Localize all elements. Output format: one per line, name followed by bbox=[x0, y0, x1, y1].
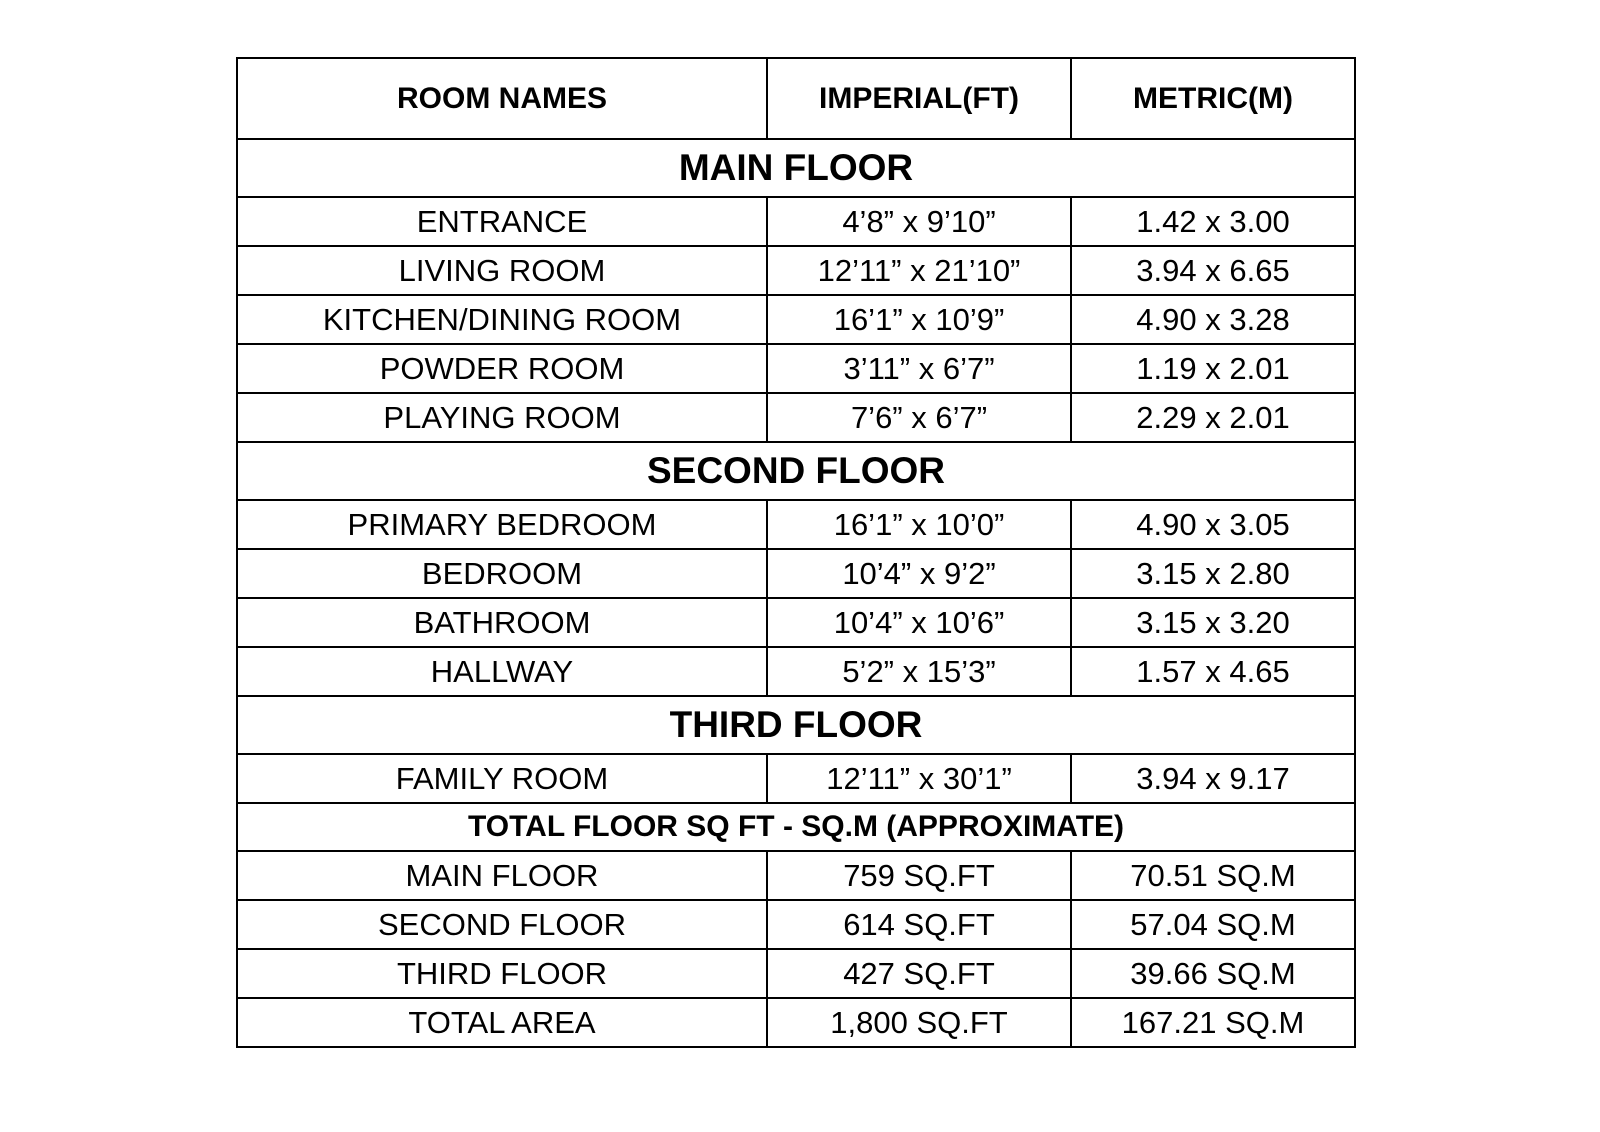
table-row bbox=[237, 197, 1355, 246]
room-dimensions-table bbox=[236, 57, 1356, 1048]
header-metric: METRIC(M) bbox=[1071, 58, 1355, 139]
table-row bbox=[237, 246, 1355, 295]
metric-cell: 1.19 x 2.01 bbox=[1071, 344, 1355, 393]
metric-cell: 3.94 x 6.65 bbox=[1071, 246, 1355, 295]
table-row bbox=[237, 851, 1355, 900]
table-row bbox=[237, 998, 1355, 1047]
table-row bbox=[237, 393, 1355, 442]
imperial-cell: 1,800 SQ.FT bbox=[767, 998, 1071, 1047]
imperial-cell: 3’11” x 6’7” bbox=[767, 344, 1071, 393]
metric-cell: 39.66 SQ.M bbox=[1071, 949, 1355, 998]
header-imperial: IMPERIAL(FT) bbox=[767, 58, 1071, 139]
imperial-cell: 4’8” x 9’10” bbox=[767, 197, 1071, 246]
table-row bbox=[237, 754, 1355, 803]
table-row bbox=[237, 500, 1355, 549]
metric-cell: 4.90 x 3.05 bbox=[1071, 500, 1355, 549]
table-row bbox=[237, 647, 1355, 696]
section-second-floor bbox=[237, 442, 1355, 500]
imperial-cell: 16’1” x 10’9” bbox=[767, 295, 1071, 344]
metric-cell: 70.51 SQ.M bbox=[1071, 851, 1355, 900]
room-name-cell: ENTRANCE bbox=[237, 197, 767, 246]
section-title: SECOND FLOOR bbox=[237, 442, 1355, 500]
metric-cell: 167.21 SQ.M bbox=[1071, 998, 1355, 1047]
header-room-names: ROOM NAMES bbox=[237, 58, 767, 139]
imperial-cell: 10’4” x 9’2” bbox=[767, 549, 1071, 598]
section-third-floor bbox=[237, 696, 1355, 754]
room-name-cell: SECOND FLOOR bbox=[237, 900, 767, 949]
metric-cell: 3.94 x 9.17 bbox=[1071, 754, 1355, 803]
metric-cell: 3.15 x 2.80 bbox=[1071, 549, 1355, 598]
table-row bbox=[237, 900, 1355, 949]
section-totals bbox=[237, 803, 1355, 851]
metric-cell: 57.04 SQ.M bbox=[1071, 900, 1355, 949]
imperial-cell: 12’11” x 30’1” bbox=[767, 754, 1071, 803]
room-name-cell: POWDER ROOM bbox=[237, 344, 767, 393]
table-row bbox=[237, 344, 1355, 393]
section-title: THIRD FLOOR bbox=[237, 696, 1355, 754]
imperial-cell: 7’6” x 6’7” bbox=[767, 393, 1071, 442]
imperial-cell: 10’4” x 10’6” bbox=[767, 598, 1071, 647]
imperial-cell: 614 SQ.FT bbox=[767, 900, 1071, 949]
room-name-cell: PRIMARY BEDROOM bbox=[237, 500, 767, 549]
metric-cell: 1.42 x 3.00 bbox=[1071, 197, 1355, 246]
room-name-cell: TOTAL AREA bbox=[237, 998, 767, 1047]
table-row bbox=[237, 549, 1355, 598]
room-name-cell: BATHROOM bbox=[237, 598, 767, 647]
imperial-cell: 5’2” x 15’3” bbox=[767, 647, 1071, 696]
imperial-cell: 759 SQ.FT bbox=[767, 851, 1071, 900]
metric-cell: 2.29 x 2.01 bbox=[1071, 393, 1355, 442]
imperial-cell: 16’1” x 10’0” bbox=[767, 500, 1071, 549]
metric-cell: 3.15 x 3.20 bbox=[1071, 598, 1355, 647]
room-name-cell: THIRD FLOOR bbox=[237, 949, 767, 998]
table-row bbox=[237, 949, 1355, 998]
room-name-cell: HALLWAY bbox=[237, 647, 767, 696]
room-name-cell: LIVING ROOM bbox=[237, 246, 767, 295]
room-name-cell: KITCHEN/DINING ROOM bbox=[237, 295, 767, 344]
table-header-row bbox=[237, 58, 1355, 139]
room-name-cell: MAIN FLOOR bbox=[237, 851, 767, 900]
metric-cell: 4.90 x 3.28 bbox=[1071, 295, 1355, 344]
metric-cell: 1.57 x 4.65 bbox=[1071, 647, 1355, 696]
room-name-cell: BEDROOM bbox=[237, 549, 767, 598]
room-name-cell: PLAYING ROOM bbox=[237, 393, 767, 442]
imperial-cell: 427 SQ.FT bbox=[767, 949, 1071, 998]
section-title: MAIN FLOOR bbox=[237, 139, 1355, 197]
section-title: TOTAL FLOOR SQ FT - SQ.M (APPROXIMATE) bbox=[237, 803, 1355, 851]
section-main-floor bbox=[237, 139, 1355, 197]
table-row bbox=[237, 598, 1355, 647]
room-name-cell: FAMILY ROOM bbox=[237, 754, 767, 803]
table-row bbox=[237, 295, 1355, 344]
imperial-cell: 12’11” x 21’10” bbox=[767, 246, 1071, 295]
